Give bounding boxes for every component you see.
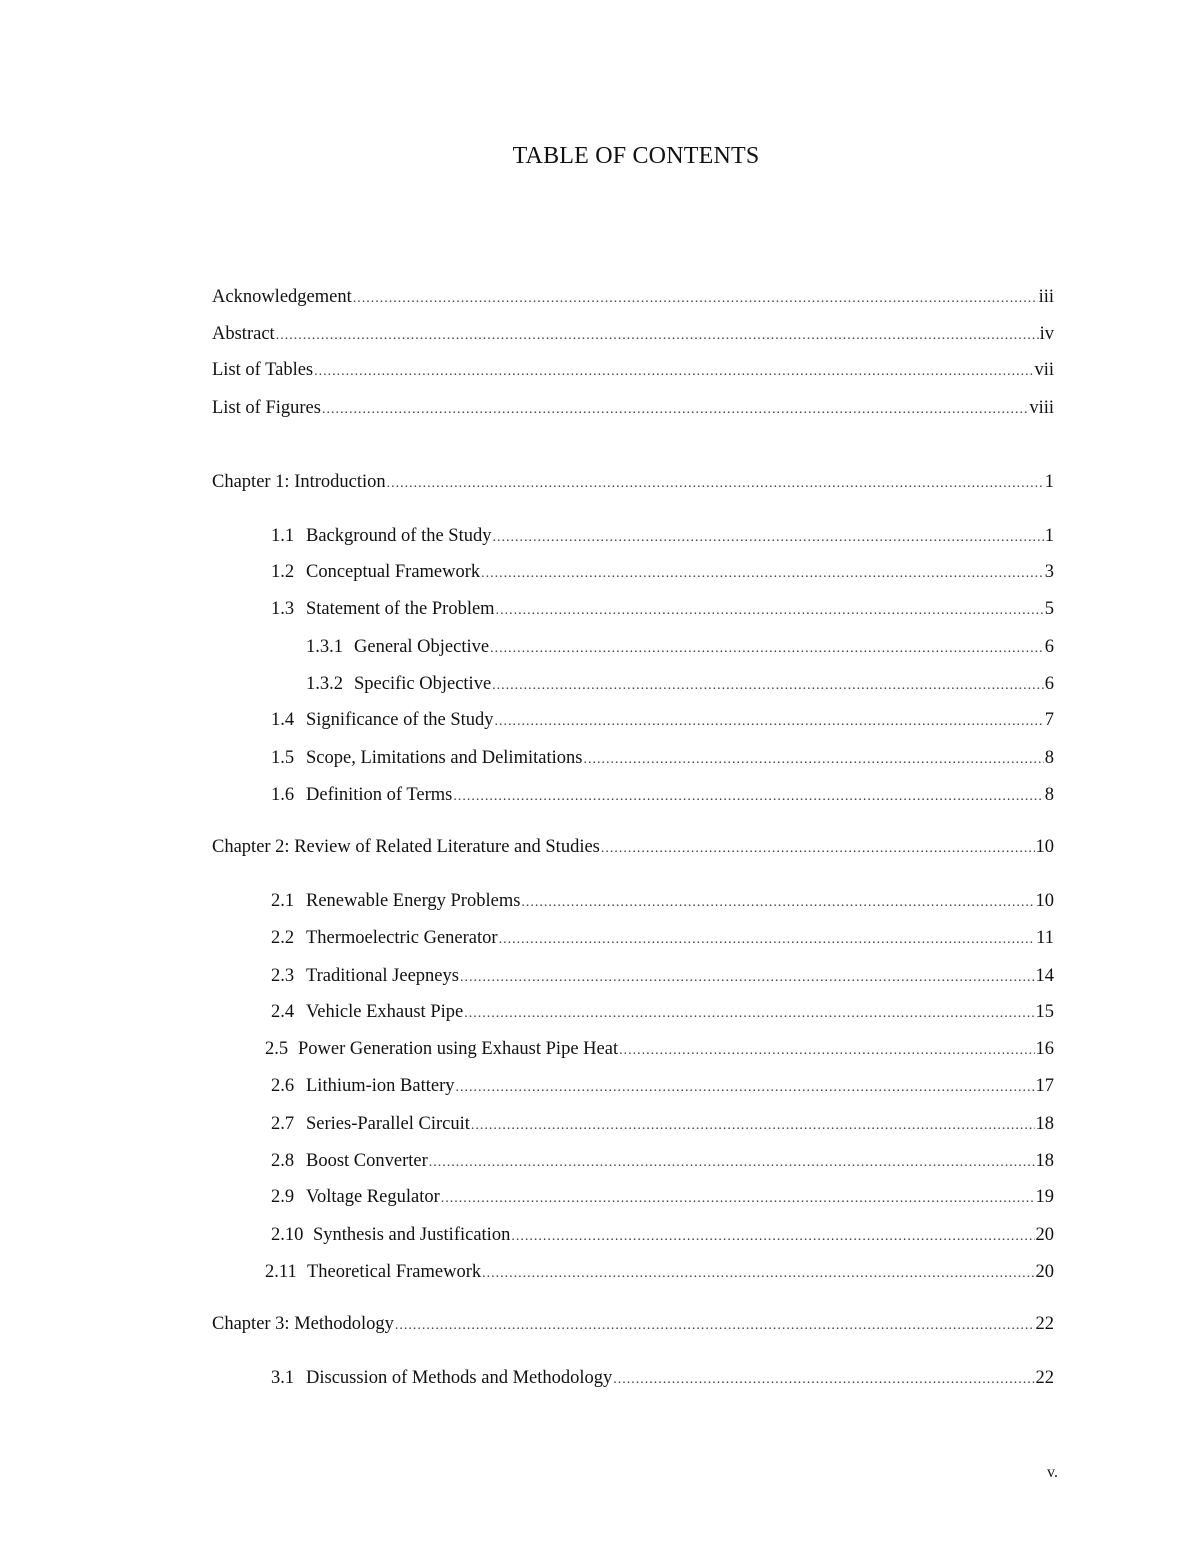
toc-page-number: 8 <box>1044 785 1054 805</box>
toc-page-number: 19 <box>1035 1187 1054 1207</box>
toc-page-number: 22 <box>1035 1314 1054 1334</box>
dot-leader <box>314 360 1033 382</box>
dot-leader <box>492 674 1044 696</box>
dot-leader <box>493 526 1044 548</box>
toc-page-number: 7 <box>1044 710 1054 730</box>
toc-section-label: 2.4 Vehicle Exhaust Pipe <box>271 1002 464 1022</box>
toc-section-label: 2.7 Series-Parallel Circuit <box>271 1114 470 1134</box>
toc-section-2-11[interactable] <box>265 1260 1054 1284</box>
toc-section-2-1[interactable] <box>271 889 1054 913</box>
dot-leader <box>471 1114 1035 1136</box>
toc-section-label: 2.2 Thermoelectric Generator <box>271 928 498 948</box>
toc-chapter-label: Chapter 2: Review of Related Literature and Studies <box>212 837 600 857</box>
toc-section-2-7[interactable] <box>271 1112 1054 1136</box>
toc-page-number: 10 <box>1035 837 1054 857</box>
dot-leader <box>387 472 1044 494</box>
toc-section-label: 2.11 Theoretical Framework <box>265 1262 482 1282</box>
toc-page-number: 16 <box>1035 1039 1054 1059</box>
toc-entry-label: Acknowledgement <box>212 287 352 307</box>
toc-section-label: 1.2 Conceptual Framework <box>271 562 481 582</box>
dot-leader <box>464 1002 1034 1024</box>
toc-entry-abstract[interactable] <box>212 322 1054 346</box>
toc-page-number: iv <box>1039 324 1054 344</box>
dot-leader <box>460 966 1035 988</box>
toc-page-number: 6 <box>1044 637 1054 657</box>
toc-section-2-10[interactable] <box>271 1223 1054 1247</box>
dot-leader <box>456 1076 1035 1098</box>
dot-leader <box>619 1039 1034 1061</box>
toc-section-label: 3.1 Discussion of Methods and Methodology <box>271 1368 613 1388</box>
dot-leader <box>490 637 1044 659</box>
toc-page-number: viii <box>1029 398 1054 418</box>
toc-page-number: 18 <box>1035 1151 1054 1171</box>
dot-leader <box>495 710 1044 732</box>
dot-leader <box>429 1151 1035 1173</box>
toc-page-number: 10 <box>1035 891 1054 911</box>
toc-section-1-6[interactable] <box>271 783 1054 807</box>
toc-page-number: 15 <box>1035 1002 1054 1022</box>
dot-leader <box>521 891 1034 913</box>
toc-entry-label: Abstract <box>212 324 275 344</box>
dot-leader <box>441 1187 1035 1209</box>
toc-entry-label: List of Tables <box>212 360 314 380</box>
toc-entry-list-of-figures[interactable] <box>212 396 1054 420</box>
dot-leader <box>613 1368 1034 1390</box>
toc-section-label: 2.9 Voltage Regulator <box>271 1187 440 1207</box>
toc-page-number: 18 <box>1035 1114 1054 1134</box>
toc-page-number: 1 <box>1044 472 1054 492</box>
toc-page-number: 5 <box>1044 599 1054 619</box>
dot-leader <box>353 287 1038 309</box>
toc-chapter-3[interactable] <box>212 1312 1054 1336</box>
toc-chapter-2[interactable] <box>212 835 1054 859</box>
toc-entry-acknowledgement[interactable] <box>212 285 1054 309</box>
dot-leader <box>583 748 1043 770</box>
toc-section-3-1[interactable] <box>271 1366 1054 1390</box>
toc-section-2-9[interactable] <box>271 1185 1054 1209</box>
toc-section-2-8[interactable] <box>271 1149 1054 1173</box>
toc-section-1-2[interactable] <box>271 560 1054 584</box>
toc-section-label: 2.1 Renewable Energy Problems <box>271 891 521 911</box>
toc-section-1-4[interactable] <box>271 708 1054 732</box>
dot-leader <box>511 1225 1034 1247</box>
toc-page-number: 20 <box>1035 1262 1054 1282</box>
toc-page-number: vii <box>1034 360 1054 380</box>
toc-entry-list-of-tables[interactable] <box>212 358 1054 382</box>
toc-section-2-6[interactable] <box>271 1074 1054 1098</box>
toc-section-label: 2.6 Lithium-ion Battery <box>271 1076 455 1096</box>
page-title: TABLE OF CONTENTS <box>512 143 760 169</box>
toc-section-label: 1.6 Definition of Terms <box>271 785 453 805</box>
dot-leader <box>481 562 1044 584</box>
dot-leader <box>395 1314 1035 1336</box>
dot-leader <box>499 928 1036 950</box>
toc-section-label: 1.5 Scope, Limitations and Delimitations <box>271 748 583 768</box>
toc-section-1-5[interactable] <box>271 746 1054 770</box>
page-footer-number: v. <box>1047 1464 1058 1481</box>
toc-section-label: 1.3 Statement of the Problem <box>271 599 495 619</box>
toc-section-label: 2.3 Traditional Jeepneys <box>271 966 459 986</box>
dot-leader <box>322 398 1028 420</box>
toc-entry-label: List of Figures <box>212 398 321 418</box>
toc-section-label: 2.10 Synthesis and Justification <box>271 1225 511 1245</box>
toc-page-number: iii <box>1038 287 1054 307</box>
toc-section-label: 1.4 Significance of the Study <box>271 710 494 730</box>
toc-page-number: 14 <box>1035 966 1054 986</box>
toc-section-2-4[interactable] <box>271 1000 1054 1024</box>
toc-page-number: 11 <box>1036 928 1054 948</box>
toc-page-number: 22 <box>1035 1368 1054 1388</box>
toc-section-label: 1.3.1 General Objective <box>306 637 490 657</box>
toc-page-number: 3 <box>1044 562 1054 582</box>
dot-leader <box>496 599 1044 621</box>
toc-subsection-1-3-2[interactable] <box>306 672 1054 696</box>
toc-page-number: 17 <box>1035 1076 1054 1096</box>
toc-page-number: 8 <box>1044 748 1054 768</box>
toc-section-1-3[interactable] <box>271 597 1054 621</box>
dot-leader <box>601 837 1035 859</box>
toc-section-2-5[interactable] <box>265 1037 1054 1061</box>
toc-chapter-label: Chapter 1: Introduction <box>212 472 386 492</box>
dot-leader <box>276 324 1039 346</box>
toc-chapter-1[interactable] <box>212 470 1054 494</box>
toc-section-1-1[interactable] <box>271 524 1054 548</box>
toc-page-number: 6 <box>1044 674 1054 694</box>
toc-section-2-3[interactable] <box>271 964 1054 988</box>
toc-section-label: 2.8 Boost Converter <box>271 1151 428 1171</box>
toc-section-label: 1.3.2 Specific Objective <box>306 674 492 694</box>
toc-chapter-label: Chapter 3: Methodology <box>212 1314 394 1334</box>
toc-page-number: 1 <box>1044 526 1054 546</box>
toc-subsection-1-3-1[interactable] <box>306 635 1054 659</box>
dot-leader <box>482 1262 1034 1284</box>
toc-section-2-2[interactable] <box>271 926 1054 950</box>
dot-leader <box>453 785 1043 807</box>
toc-section-label: 2.5 Power Generation using Exhaust Pipe Heat <box>265 1039 619 1059</box>
toc-page-number: 20 <box>1035 1225 1054 1245</box>
toc-section-label: 1.1 Background of the Study <box>271 526 492 546</box>
